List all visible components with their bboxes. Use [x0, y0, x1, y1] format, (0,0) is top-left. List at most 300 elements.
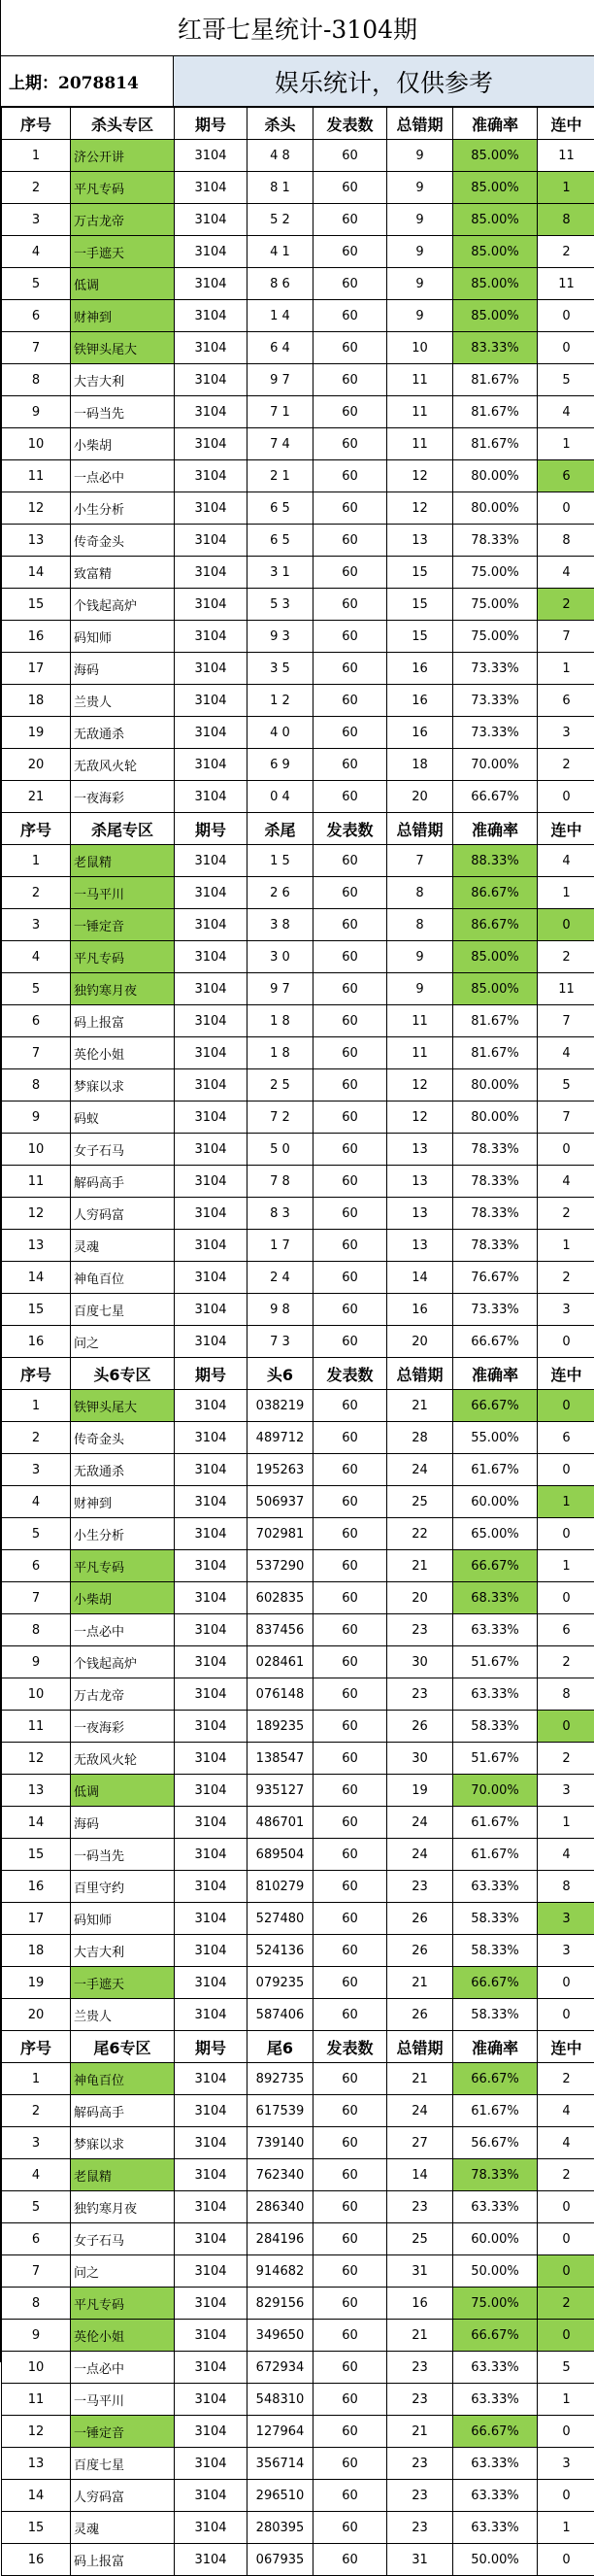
expert-name-cell: 百里守约	[71, 1871, 175, 1903]
rank-cell: 11	[2, 460, 71, 492]
prediction-cell: 2 5	[248, 1069, 314, 1102]
rank-cell: 12	[2, 1198, 71, 1230]
error-count-cell: 26	[387, 1935, 453, 1967]
rank-cell: 3	[2, 204, 71, 236]
rank-cell: 2	[2, 1422, 71, 1454]
rank-cell: 5	[2, 1518, 71, 1550]
table-row	[2, 172, 594, 204]
accuracy-cell: 75.00%	[453, 2288, 538, 2320]
published-count-cell: 60	[314, 2512, 387, 2544]
streak-cell: 3	[538, 1935, 594, 1967]
error-count-cell: 23	[387, 2448, 453, 2480]
rank-cell: 20	[2, 749, 71, 781]
prediction-cell: 8 6	[248, 268, 314, 300]
published-count-cell: 60	[314, 1678, 387, 1711]
accuracy-cell: 85.00%	[453, 268, 538, 300]
accuracy-cell: 75.00%	[453, 557, 538, 589]
published-count-cell: 60	[314, 845, 387, 877]
header-expert-name: 杀头专区	[71, 108, 175, 140]
accuracy-cell: 86.67%	[453, 877, 538, 909]
accuracy-cell: 80.00%	[453, 1102, 538, 1134]
error-count-cell: 7	[387, 845, 453, 877]
header-expert-name: 头6专区	[71, 1358, 175, 1390]
error-count-cell: 28	[387, 1422, 453, 1454]
rank-cell: 13	[2, 525, 71, 557]
table-row	[2, 1037, 594, 1069]
table-row	[2, 2512, 594, 2544]
error-count-cell: 20	[387, 1326, 453, 1358]
prediction-cell: 6 5	[248, 492, 314, 525]
streak-cell: 11	[538, 268, 594, 300]
issue-cell: 3104	[175, 2063, 248, 2095]
accuracy-cell: 68.33%	[453, 1582, 538, 1614]
streak-cell: 0	[538, 1518, 594, 1550]
accuracy-cell: 81.67%	[453, 428, 538, 460]
header-published-count: 发表数	[314, 2031, 387, 2063]
table-row	[2, 2416, 594, 2448]
accuracy-cell: 58.33%	[453, 1711, 538, 1743]
error-count-cell: 23	[387, 2352, 453, 2384]
accuracy-cell: 83.33%	[453, 332, 538, 364]
issue-cell: 3104	[175, 1262, 248, 1294]
prediction-cell: 617539	[248, 2095, 314, 2127]
published-count-cell: 60	[314, 1102, 387, 1134]
prediction-cell: 028461	[248, 1646, 314, 1678]
streak-cell: 1	[538, 1807, 594, 1839]
table-row	[2, 685, 594, 717]
table-row	[2, 1102, 594, 1134]
published-count-cell: 60	[314, 909, 387, 941]
accuracy-cell: 73.33%	[453, 1294, 538, 1326]
accuracy-cell: 80.00%	[453, 1069, 538, 1102]
streak-cell: 2	[538, 749, 594, 781]
table-row	[2, 2063, 594, 2095]
table-row	[2, 204, 594, 236]
accuracy-cell: 60.00%	[453, 1486, 538, 1518]
published-count-cell: 60	[314, 1582, 387, 1614]
expert-name-cell: 传奇金头	[71, 1422, 175, 1454]
streak-cell: 2	[538, 941, 594, 973]
prediction-cell: 4 8	[248, 140, 314, 172]
table-row	[2, 2288, 594, 2320]
accuracy-cell: 70.00%	[453, 1775, 538, 1807]
expert-name-cell: 神龟百位	[71, 1262, 175, 1294]
error-count-cell: 16	[387, 1294, 453, 1326]
error-count-cell: 23	[387, 1614, 453, 1646]
published-count-cell: 60	[314, 396, 387, 428]
prediction-cell: 5 3	[248, 589, 314, 621]
issue-cell: 3104	[175, 1678, 248, 1711]
error-count-cell: 23	[387, 2191, 453, 2223]
accuracy-cell: 60.00%	[453, 2223, 538, 2255]
prediction-cell: 527480	[248, 1903, 314, 1935]
table-row	[2, 1518, 594, 1550]
prediction-cell: 4 0	[248, 717, 314, 749]
issue-cell: 3104	[175, 2512, 248, 2544]
issue-cell: 3104	[175, 845, 248, 877]
expert-name-cell: 码蚁	[71, 1102, 175, 1134]
section-header-row	[2, 813, 594, 845]
prediction-cell: 9 7	[248, 973, 314, 1005]
error-count-cell: 21	[387, 1390, 453, 1422]
error-count-cell: 13	[387, 1134, 453, 1166]
published-count-cell: 60	[314, 2095, 387, 2127]
expert-name-cell: 问之	[71, 1326, 175, 1358]
issue-cell: 3104	[175, 1711, 248, 1743]
streak-cell: 1	[538, 172, 594, 204]
table-row	[2, 1486, 594, 1518]
rank-cell: 9	[2, 396, 71, 428]
table-row	[2, 1743, 594, 1775]
published-count-cell: 60	[314, 1518, 387, 1550]
accuracy-cell: 66.67%	[453, 2320, 538, 2352]
table-row	[2, 1134, 594, 1166]
error-count-cell: 24	[387, 1807, 453, 1839]
issue-cell: 3104	[175, 428, 248, 460]
streak-cell: 11	[538, 973, 594, 1005]
issue-cell: 3104	[175, 1743, 248, 1775]
streak-cell: 1	[538, 877, 594, 909]
accuracy-cell: 66.67%	[453, 1390, 538, 1422]
expert-name-cell: 一点必中	[71, 460, 175, 492]
accuracy-cell: 63.33%	[453, 2512, 538, 2544]
published-count-cell: 60	[314, 492, 387, 525]
expert-name-cell: 一夜海彩	[71, 781, 175, 813]
expert-name-cell: 万古龙帝	[71, 1678, 175, 1711]
section-header-row	[2, 108, 594, 140]
streak-cell: 6	[538, 1614, 594, 1646]
streak-cell: 0	[538, 2223, 594, 2255]
published-count-cell: 60	[314, 2384, 387, 2416]
streak-cell: 4	[538, 845, 594, 877]
rank-cell: 11	[2, 1711, 71, 1743]
expert-name-cell: 人穷码富	[71, 1198, 175, 1230]
header-prediction: 杀尾	[248, 813, 314, 845]
published-count-cell: 60	[314, 1903, 387, 1935]
error-count-cell: 25	[387, 1486, 453, 1518]
prediction-cell: 9 3	[248, 621, 314, 653]
accuracy-cell: 86.67%	[453, 909, 538, 941]
table-row	[2, 396, 594, 428]
expert-name-cell: 兰贵人	[71, 1999, 175, 2031]
streak-cell: 8	[538, 1678, 594, 1711]
streak-cell: 7	[538, 1005, 594, 1037]
rank-cell: 10	[2, 1134, 71, 1166]
error-count-cell: 21	[387, 2320, 453, 2352]
rank-cell: 4	[2, 941, 71, 973]
rank-cell: 11	[2, 1166, 71, 1198]
header-streak: 连中	[538, 1358, 594, 1390]
table-row	[2, 1839, 594, 1871]
error-count-cell: 16	[387, 653, 453, 685]
accuracy-cell: 61.67%	[453, 1807, 538, 1839]
streak-cell: 0	[538, 1582, 594, 1614]
streak-cell: 0	[538, 1454, 594, 1486]
expert-name-cell: 一手遮天	[71, 236, 175, 268]
error-count-cell: 13	[387, 1230, 453, 1262]
prediction-cell: 127964	[248, 2416, 314, 2448]
rank-cell: 11	[2, 2384, 71, 2416]
published-count-cell: 60	[314, 749, 387, 781]
accuracy-cell: 63.33%	[453, 2384, 538, 2416]
issue-cell: 3104	[175, 2352, 248, 2384]
expert-name-cell: 无敌风火轮	[71, 749, 175, 781]
streak-cell: 4	[538, 1166, 594, 1198]
error-count-cell: 21	[387, 1967, 453, 1999]
accuracy-cell: 58.33%	[453, 1903, 538, 1935]
table-row	[2, 1646, 594, 1678]
streak-cell: 4	[538, 1839, 594, 1871]
rank-cell: 6	[2, 1005, 71, 1037]
table-row	[2, 2544, 594, 2576]
prediction-cell: 2 6	[248, 877, 314, 909]
streak-cell: 6	[538, 685, 594, 717]
table-row	[2, 2480, 594, 2512]
rank-cell: 2	[2, 2095, 71, 2127]
expert-name-cell: 灵魂	[71, 2512, 175, 2544]
streak-cell: 8	[538, 204, 594, 236]
table-row	[2, 236, 594, 268]
error-count-cell: 26	[387, 1711, 453, 1743]
rank-cell: 17	[2, 653, 71, 685]
published-count-cell: 60	[314, 557, 387, 589]
published-count-cell: 60	[314, 1390, 387, 1422]
rank-cell: 19	[2, 1967, 71, 1999]
table-row	[2, 525, 594, 557]
header-error-count: 总错期	[387, 1358, 453, 1390]
expert-name-cell: 老鼠精	[71, 845, 175, 877]
issue-cell: 3104	[175, 1614, 248, 1646]
streak-cell: 2	[538, 1646, 594, 1678]
streak-cell: 3	[538, 2448, 594, 2480]
error-count-cell: 31	[387, 2255, 453, 2288]
streak-cell: 4	[538, 1037, 594, 1069]
expert-name-cell: 解码高手	[71, 2095, 175, 2127]
issue-cell: 3104	[175, 2159, 248, 2191]
table-row	[2, 1069, 594, 1102]
published-count-cell: 60	[314, 1646, 387, 1678]
expert-name-cell: 财神到	[71, 1486, 175, 1518]
streak-cell: 2	[538, 2063, 594, 2095]
accuracy-cell: 81.67%	[453, 364, 538, 396]
streak-cell: 0	[538, 1326, 594, 1358]
error-count-cell: 12	[387, 1102, 453, 1134]
rank-cell: 7	[2, 1582, 71, 1614]
streak-cell: 2	[538, 1198, 594, 1230]
issue-cell: 3104	[175, 1454, 248, 1486]
table-row	[2, 1678, 594, 1711]
table-row	[2, 2255, 594, 2288]
accuracy-cell: 66.67%	[453, 1967, 538, 1999]
streak-cell: 0	[538, 2416, 594, 2448]
published-count-cell: 60	[314, 364, 387, 396]
accuracy-cell: 66.67%	[453, 2063, 538, 2095]
expert-name-cell: 女子石马	[71, 1134, 175, 1166]
published-count-cell: 60	[314, 332, 387, 364]
rank-cell: 2	[2, 877, 71, 909]
expert-name-cell: 一马平川	[71, 877, 175, 909]
error-count-cell: 9	[387, 973, 453, 1005]
accuracy-cell: 66.67%	[453, 1550, 538, 1582]
streak-cell: 0	[538, 2255, 594, 2288]
expert-name-cell: 老鼠精	[71, 2159, 175, 2191]
expert-name-cell: 英伦小姐	[71, 1037, 175, 1069]
issue-cell: 3104	[175, 717, 248, 749]
prediction-cell: 284196	[248, 2223, 314, 2255]
published-count-cell: 60	[314, 460, 387, 492]
expert-name-cell: 梦寐以求	[71, 2127, 175, 2159]
issue-cell: 3104	[175, 2095, 248, 2127]
rank-cell: 7	[2, 1037, 71, 1069]
prediction-cell: 1 8	[248, 1037, 314, 1069]
issue-cell: 3104	[175, 749, 248, 781]
accuracy-cell: 75.00%	[453, 621, 538, 653]
expert-name-cell: 码上报富	[71, 1005, 175, 1037]
rank-cell: 3	[2, 1454, 71, 1486]
issue-cell: 3104	[175, 525, 248, 557]
issue-cell: 3104	[175, 781, 248, 813]
streak-cell: 0	[538, 2320, 594, 2352]
issue-cell: 3104	[175, 1422, 248, 1454]
rank-cell: 6	[2, 1550, 71, 1582]
expert-name-cell: 独钓寒月夜	[71, 973, 175, 1005]
table-row	[2, 300, 594, 332]
expert-name-cell: 一点必中	[71, 2352, 175, 2384]
accuracy-cell: 66.67%	[453, 2416, 538, 2448]
issue-cell: 3104	[175, 1294, 248, 1326]
accuracy-cell: 63.33%	[453, 2448, 538, 2480]
error-count-cell: 9	[387, 236, 453, 268]
rank-cell: 3	[2, 909, 71, 941]
table-row	[2, 1166, 594, 1198]
published-count-cell: 60	[314, 2352, 387, 2384]
error-count-cell: 16	[387, 685, 453, 717]
rank-cell: 4	[2, 236, 71, 268]
prediction-cell: 6 9	[248, 749, 314, 781]
expert-name-cell: 铁钾头尾大	[71, 1390, 175, 1422]
published-count-cell: 60	[314, 1230, 387, 1262]
expert-name-cell: 小生分析	[71, 1518, 175, 1550]
error-count-cell: 11	[387, 1037, 453, 1069]
prediction-cell: 138547	[248, 1743, 314, 1775]
rank-cell: 1	[2, 845, 71, 877]
streak-cell: 0	[538, 492, 594, 525]
header-published-count: 发表数	[314, 108, 387, 140]
accuracy-cell: 85.00%	[453, 172, 538, 204]
header-prediction: 杀头	[248, 108, 314, 140]
expert-name-cell: 个钱起高炉	[71, 589, 175, 621]
rank-cell: 12	[2, 1743, 71, 1775]
prediction-cell: 914682	[248, 2255, 314, 2288]
error-count-cell: 9	[387, 140, 453, 172]
error-count-cell: 13	[387, 525, 453, 557]
prediction-cell: 3 1	[248, 557, 314, 589]
accuracy-cell: 81.67%	[453, 1005, 538, 1037]
expert-name-cell: 独钓寒月夜	[71, 2191, 175, 2223]
accuracy-cell: 78.33%	[453, 525, 538, 557]
published-count-cell: 60	[314, 1454, 387, 1486]
prediction-cell: 6 4	[248, 332, 314, 364]
header-error-count: 总错期	[387, 813, 453, 845]
accuracy-cell: 88.33%	[453, 845, 538, 877]
accuracy-cell: 85.00%	[453, 236, 538, 268]
issue-cell: 3104	[175, 2416, 248, 2448]
error-count-cell: 9	[387, 172, 453, 204]
table-row	[2, 653, 594, 685]
prediction-cell: 1 7	[248, 1230, 314, 1262]
prediction-cell: 762340	[248, 2159, 314, 2191]
published-count-cell: 60	[314, 685, 387, 717]
table-row	[2, 1871, 594, 1903]
rank-cell: 8	[2, 2288, 71, 2320]
issue-cell: 3104	[175, 2127, 248, 2159]
rank-cell: 14	[2, 1807, 71, 1839]
published-count-cell: 60	[314, 1198, 387, 1230]
published-count-cell: 60	[314, 2127, 387, 2159]
error-count-cell: 26	[387, 1999, 453, 2031]
rank-cell: 4	[2, 2159, 71, 2191]
header-expert-name: 杀尾专区	[71, 813, 175, 845]
table-row	[2, 1999, 594, 2031]
streak-cell: 1	[538, 653, 594, 685]
table-row	[2, 877, 594, 909]
accuracy-cell: 73.33%	[453, 717, 538, 749]
published-count-cell: 60	[314, 1999, 387, 2031]
rank-cell: 5	[2, 973, 71, 1005]
issue-cell: 3104	[175, 621, 248, 653]
expert-name-cell: 英伦小姐	[71, 2320, 175, 2352]
expert-name-cell: 海码	[71, 653, 175, 685]
header-rank: 序号	[2, 1358, 71, 1390]
table-row	[2, 1294, 594, 1326]
prediction-cell: 0 4	[248, 781, 314, 813]
issue-cell: 3104	[175, 1102, 248, 1134]
prediction-cell: 1 2	[248, 685, 314, 717]
error-count-cell: 23	[387, 1871, 453, 1903]
published-count-cell: 60	[314, 428, 387, 460]
streak-cell: 0	[538, 1999, 594, 2031]
accuracy-cell: 75.00%	[453, 589, 538, 621]
table-row	[2, 749, 594, 781]
prediction-cell: 8 3	[248, 1198, 314, 1230]
error-count-cell: 9	[387, 300, 453, 332]
accuracy-cell: 61.67%	[453, 2095, 538, 2127]
expert-name-cell: 低调	[71, 1775, 175, 1807]
expert-name-cell: 灵魂	[71, 1230, 175, 1262]
streak-cell: 2	[538, 236, 594, 268]
published-count-cell: 60	[314, 941, 387, 973]
section-header-row	[2, 2031, 594, 2063]
error-count-cell: 8	[387, 877, 453, 909]
rank-cell: 4	[2, 1486, 71, 1518]
accuracy-cell: 78.33%	[453, 1166, 538, 1198]
prediction-cell: 506937	[248, 1486, 314, 1518]
expert-name-cell: 铁钾头尾大	[71, 332, 175, 364]
rank-cell: 6	[2, 300, 71, 332]
error-count-cell: 9	[387, 941, 453, 973]
streak-cell: 1	[538, 2512, 594, 2544]
prediction-cell: 286340	[248, 2191, 314, 2223]
header-prediction: 头6	[248, 1358, 314, 1390]
streak-cell: 2	[538, 2159, 594, 2191]
rank-cell: 8	[2, 1614, 71, 1646]
prediction-cell: 356714	[248, 2448, 314, 2480]
expert-name-cell: 百度七星	[71, 1294, 175, 1326]
table-row	[2, 2127, 594, 2159]
expert-name-cell: 低调	[71, 268, 175, 300]
error-count-cell: 9	[387, 204, 453, 236]
header-accuracy: 准确率	[453, 2031, 538, 2063]
